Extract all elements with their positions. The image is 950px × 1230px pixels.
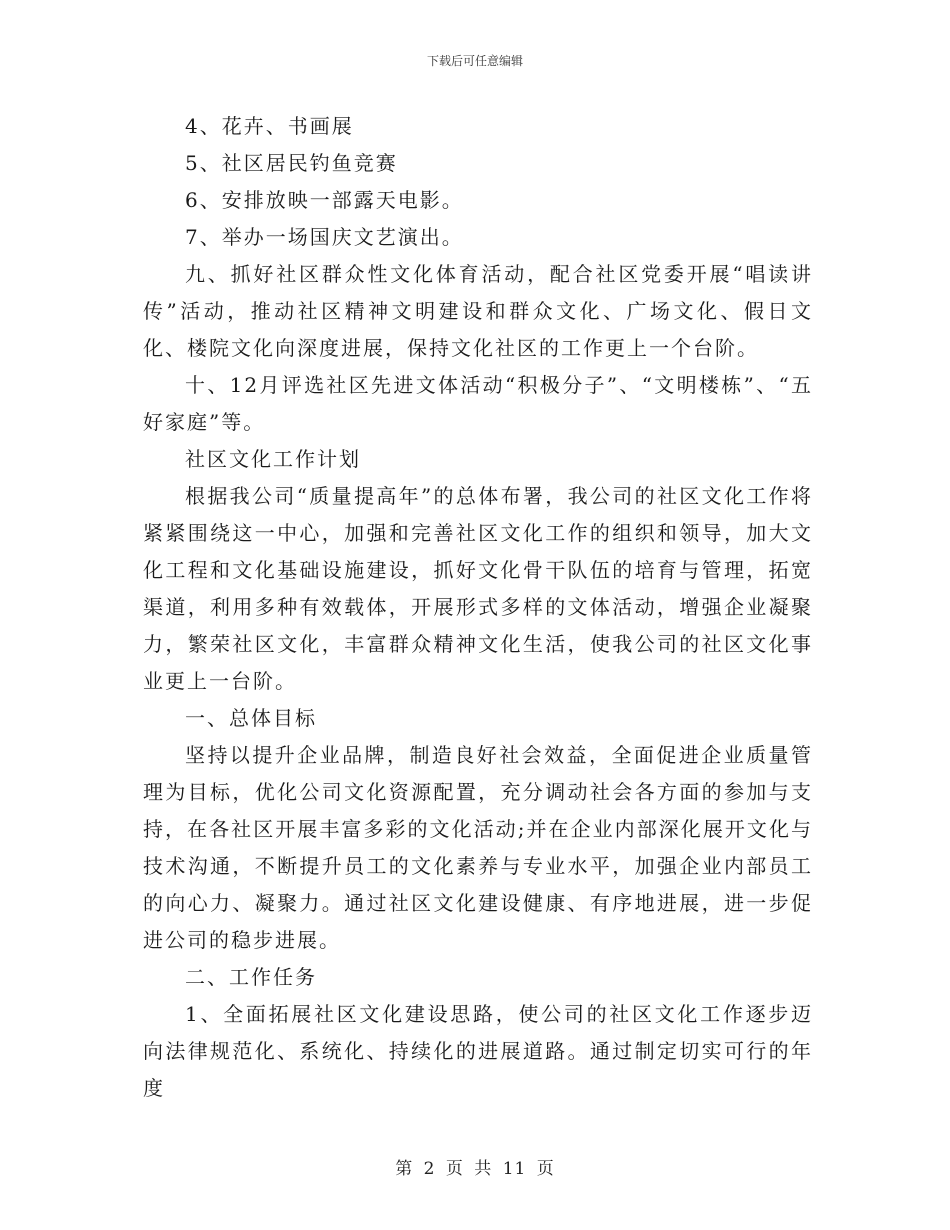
paragraph: 1、全面拓展社区文化建设思路，使公司的社区文化工作逐步迈向法律规范化、系统化、持续化的进展道路。通过制定切实可行的年度: [143, 1002, 813, 1100]
paragraph: 坚持以提升企业品牌，制造良好社会效益，全面促进企业质量管理为目标，优化公司文化资源配置，充分调动社会各方面的参加与支持，在各社区开展丰富多彩的文化活动;并在企业内部深化展开文化与技术沟通，不断提升员工的文化素养与专业水平，加强企业内部员工的向心力、凝聚力。通过社区文化建设健康、有序地进展，进一步促进公司的稳步进展。: [143, 743, 813, 952]
paragraph: 根据我公司“质量提高年”的总体布署，我公司的社区文化工作将紧紧围绕这一中心，加强和完善社区文化工作的组织和领导，加大文化工程和文化基础设施建设，抓好文化骨干队伍的培育与管理，拓宽渠道，利用多种有效载体，开展形式多样的文体活动，增强企业凝聚力，繁荣社区文化，丰富群众精神文化生活，使我公司的社区文化事业更上一台阶。: [143, 484, 813, 693]
section-heading: 二、工作任务: [185, 965, 317, 989]
header-note: 下载后可任意编辑: [426, 54, 523, 68]
paragraph: 九、抓好社区群众性文化体育活动，配合社区党委开展“唱读讲传”活动，推动社区精神文明建设和群众文化、广场文化、假日文化、楼院文化向深度进展，保持文化社区的工作更上一个台阶。: [143, 262, 813, 360]
paragraph: 6、安排放映一部露天电影。: [185, 188, 464, 212]
paragraph: 7、举办一场国庆文艺演出。: [185, 225, 464, 249]
section-heading: 一、总体目标: [185, 706, 317, 730]
paragraph: 4、花卉、书画展: [185, 114, 354, 138]
section-heading: 社区文化工作计划: [185, 447, 361, 471]
document-body: [143, 108, 813, 1107]
paragraph: 5、社区居民钓鱼竞赛: [185, 151, 398, 175]
paragraph: 十、12月评选社区先进文体活动“积极分子”、“文明楼栋”、“五好家庭”等。: [143, 373, 813, 434]
page-number-footer: 第 2 页 共 11 页: [395, 1159, 555, 1179]
